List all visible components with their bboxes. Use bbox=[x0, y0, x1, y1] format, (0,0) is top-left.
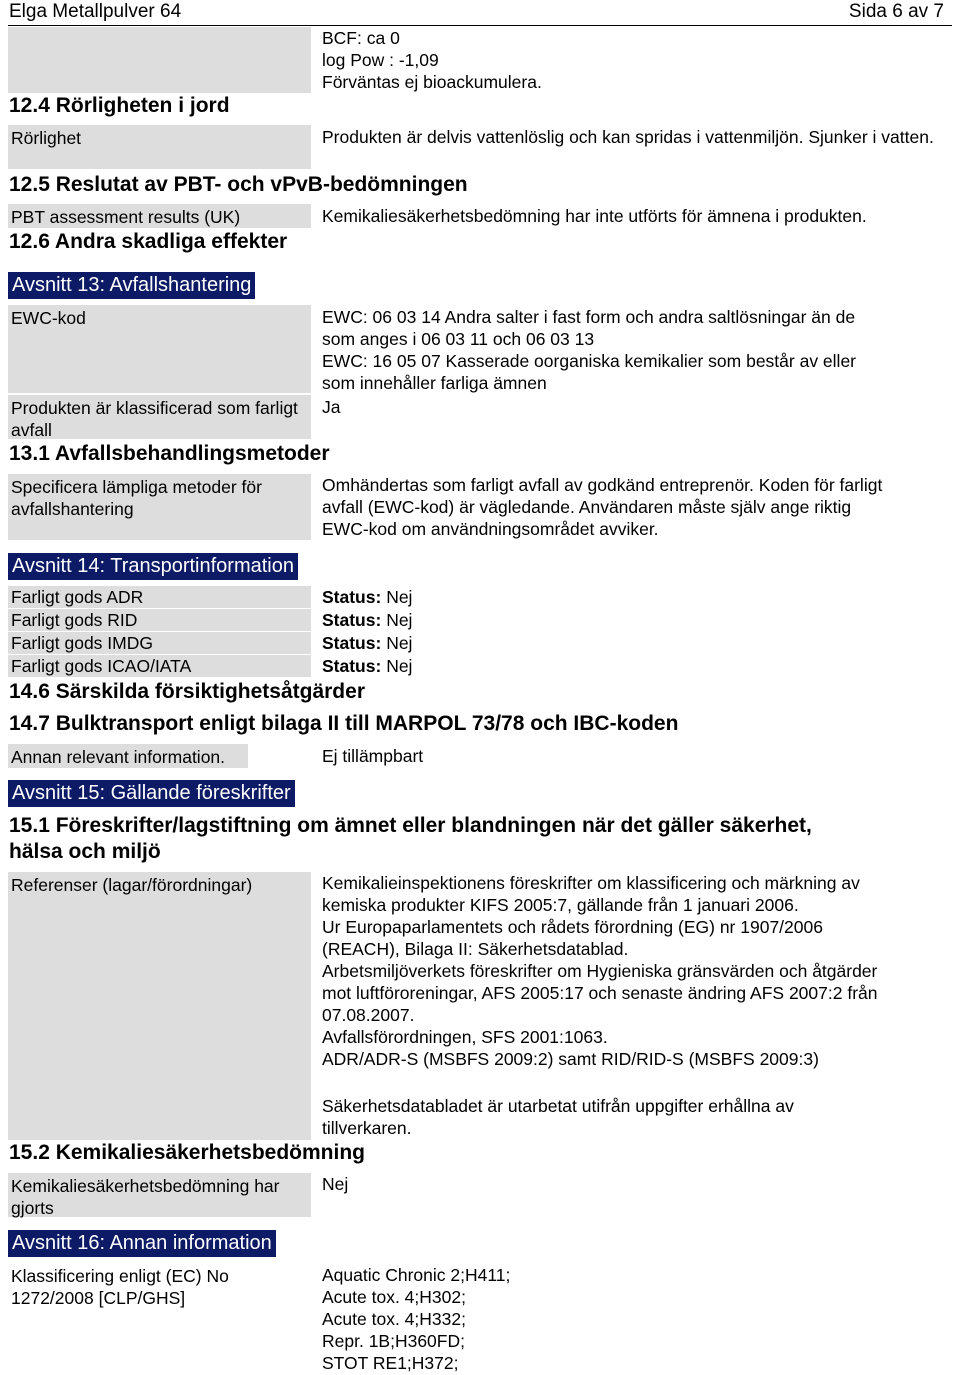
value-line: mot luftföroreningar, AFS 2005:17 och senaste ändring AFS 2007:2 från bbox=[322, 983, 878, 1003]
heading-12-4: 12.4 Rörligheten i jord bbox=[9, 94, 230, 117]
label-references: Referenser (lagar/förordningar) bbox=[8, 872, 311, 1140]
heading-12-6: 12.6 Andra skadliga effekter bbox=[9, 230, 288, 253]
value-pbt: Kemikaliesäkerhetsbedömning har inte utförts för ämnena i produkten. bbox=[322, 206, 867, 226]
value-ewc-code bbox=[322, 306, 947, 394]
status-label: Status: bbox=[322, 633, 382, 653]
status-label: Status: bbox=[322, 587, 382, 607]
header-company: Elga Metallpulver 64 bbox=[9, 1, 182, 22]
value-csa: Nej bbox=[322, 1174, 349, 1194]
value-references bbox=[322, 872, 947, 1070]
heading-13-1: 13.1 Avfallsbehandlingsmetoder bbox=[9, 442, 330, 465]
section-13-title: Avsnitt 13: Avfallshantering bbox=[8, 272, 255, 299]
value-line: tillverkaren. bbox=[322, 1118, 412, 1138]
value-adr bbox=[322, 586, 947, 608]
label-pbt: PBT assessment results (UK) bbox=[8, 204, 311, 228]
status-label: Status: bbox=[322, 656, 382, 676]
value-line: Omhändertas som farligt avfall av godkänd entreprenör. Koden för farligt bbox=[322, 475, 883, 495]
heading-15-1 bbox=[9, 813, 812, 865]
value-disposal-methods bbox=[322, 474, 947, 540]
heading-line: 15.1 Föreskrifter/lagstiftning om ämnet eller blandningen när det gäller säkerhet, bbox=[9, 814, 812, 837]
header-divider bbox=[8, 25, 952, 26]
value-imdg bbox=[322, 632, 947, 654]
value-references-note bbox=[322, 1095, 947, 1139]
value-line: Arbetsmiljöverkets föreskrifter om Hygieniska gränsvärden och åtgärder bbox=[322, 961, 878, 981]
value-classification bbox=[322, 1264, 947, 1374]
section-12-3-values bbox=[322, 27, 947, 93]
header-page-number: Sida 6 av 7 bbox=[848, 1, 944, 22]
label-ewc-code: EWC-kod bbox=[8, 305, 311, 393]
heading-line: hälsa och miljö bbox=[9, 840, 161, 863]
value-line: EWC: 06 03 14 Andra salter i fast form och andra saltlösningar än de bbox=[322, 307, 856, 327]
label-adr: Farligt gods ADR bbox=[8, 586, 311, 608]
status-value: Nej bbox=[386, 610, 413, 630]
value-line: EWC-kod om användningsområdet avviker. bbox=[322, 519, 659, 539]
value-line: Avfallsförordningen, SFS 2001:1063. bbox=[322, 1027, 608, 1047]
value-line: Ur Europaparlamentets och rådets förordning (EG) nr 1907/2006 bbox=[322, 917, 823, 937]
label-imdg: Farligt gods IMDG bbox=[8, 632, 311, 654]
heading-14-6: 14.6 Särskilda försiktighetsåtgärder bbox=[9, 680, 365, 703]
label-other-info: Annan relevant information. bbox=[8, 744, 248, 768]
value-line: avfall (EWC-kod) är vägledande. Användaren måste själv ange riktig bbox=[322, 497, 852, 517]
label-box-continued bbox=[8, 27, 311, 93]
value-line: Repr. 1B;H360FD; bbox=[322, 1331, 465, 1351]
value-line: Aquatic Chronic 2;H411; bbox=[322, 1265, 511, 1285]
heading-14-7: 14.7 Bulktransport enligt bilaga II till MARPOL 73/78 och IBC-koden bbox=[9, 712, 679, 735]
value-icao bbox=[322, 655, 947, 677]
label-classified-waste: Produkten är klassificerad som farligt avfall bbox=[8, 395, 311, 439]
label-mobility: Rörlighet bbox=[8, 125, 311, 169]
status-value: Nej bbox=[386, 656, 413, 676]
value-line: Acute tox. 4;H302; bbox=[322, 1287, 466, 1307]
value-line: Förväntas ej bioackumulera. bbox=[322, 72, 542, 92]
status-label: Status: bbox=[322, 610, 382, 630]
value-line: som anges i 06 03 11 och 06 03 13 bbox=[322, 329, 595, 349]
label-disposal-methods: Specificera lämpliga metoder för avfallshantering bbox=[8, 474, 311, 540]
heading-15-2: 15.2 Kemikaliesäkerhetsbedömning bbox=[9, 1141, 365, 1164]
value-line: Kemikalieinspektionens föreskrifter om klassificering och märkning av bbox=[322, 873, 860, 893]
value-rid bbox=[322, 609, 947, 631]
value-line: 07.08.2007. bbox=[322, 1005, 415, 1025]
value-classified-waste: Ja bbox=[322, 397, 341, 417]
section-14-title: Avsnitt 14: Transportinformation bbox=[8, 553, 298, 580]
value-other-info: Ej tillämpbart bbox=[322, 746, 424, 766]
value-line: ADR/ADR-S (MSBFS 2009:2) samt RID/RID-S (MSBFS 2009:3) bbox=[322, 1049, 819, 1069]
heading-12-5: 12.5 Reslutat av PBT- och vPvB-bedömningen bbox=[9, 173, 468, 196]
value-line: log Pow : -1,09 bbox=[322, 50, 439, 70]
section-15-title: Avsnitt 15: Gällande föreskrifter bbox=[8, 780, 295, 807]
label-csa: Kemikaliesäkerhetsbedömning har gjorts bbox=[8, 1173, 311, 1217]
label-rid: Farligt gods RID bbox=[8, 609, 311, 631]
status-value: Nej bbox=[386, 587, 413, 607]
value-line: STOT RE1;H372; bbox=[322, 1353, 459, 1373]
value-mobility: Produkten är delvis vattenlöslig och kan spridas i vattenmiljön. Sjunker i vatten. bbox=[322, 127, 934, 147]
label-icao: Farligt gods ICAO/IATA bbox=[8, 655, 311, 677]
value-line: BCF: ca 0 bbox=[322, 28, 400, 48]
value-line: Säkerhetsdatabladet är utarbetat utifrån uppgifter erhållna av bbox=[322, 1096, 794, 1116]
value-line: EWC: 16 05 07 Kasserade oorganiska kemikalier som består av eller bbox=[322, 351, 856, 371]
value-line: (REACH), Bilaga II: Säkerhetsdatablad. bbox=[322, 939, 629, 959]
section-16-title: Avsnitt 16: Annan information bbox=[8, 1230, 276, 1257]
label-classification: Klassificering enligt (EC) No 1272/2008 [CLP/GHS] bbox=[8, 1263, 311, 1373]
value-line: kemiska produkter KIFS 2005:7, gällande från 1 januari 2006. bbox=[322, 895, 799, 915]
status-value: Nej bbox=[386, 633, 413, 653]
value-line: som innehåller farliga ämnen bbox=[322, 373, 547, 393]
value-line: Acute tox. 4;H332; bbox=[322, 1309, 466, 1329]
